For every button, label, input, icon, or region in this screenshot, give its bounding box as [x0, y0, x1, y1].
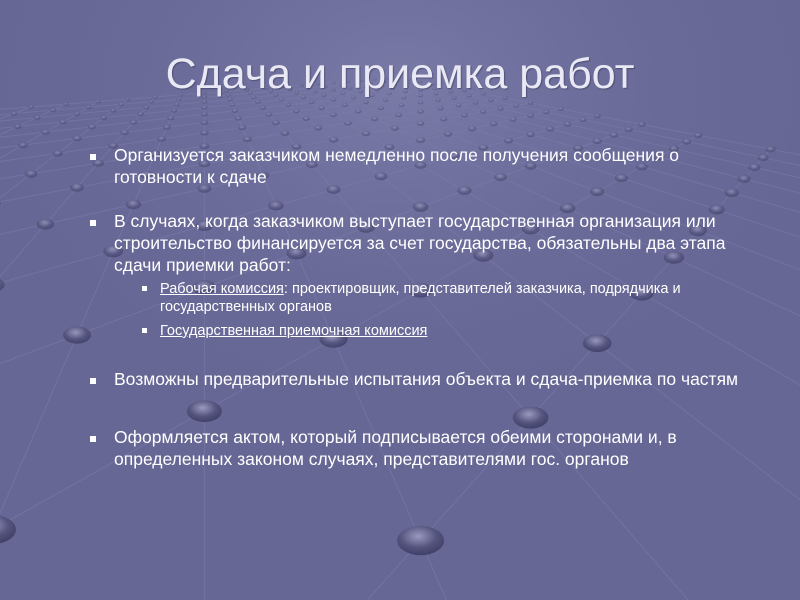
- grid-stud: [564, 122, 572, 127]
- grid-stud: [527, 113, 534, 117]
- grid-stud: [260, 106, 266, 110]
- grid-stud: [167, 116, 174, 121]
- bullet-item: [88, 426, 768, 470]
- grid-stud: [391, 126, 399, 131]
- grid-stud: [330, 113, 337, 117]
- grid-stud: [243, 136, 252, 142]
- grid-stud: [504, 138, 513, 144]
- grid-stud: [50, 108, 57, 112]
- grid-stud: [59, 120, 67, 125]
- grid-stud: [473, 101, 479, 105]
- bullet-text: Оформляется актом, который подписывается обеими сторонами и, в определенных законом случаях, представителями гос. органов: [114, 427, 677, 469]
- grid-stud: [137, 112, 144, 116]
- sub-bullet-item: [140, 322, 768, 340]
- grid-stud: [594, 114, 601, 118]
- grid-stud: [319, 106, 325, 110]
- grid-stud: [143, 105, 149, 109]
- grid-stud: [395, 113, 402, 117]
- grid-stud: [362, 131, 371, 136]
- grid-stud: [37, 219, 54, 230]
- grid-stud: [510, 117, 517, 122]
- bullet-item: [88, 144, 768, 188]
- grid-stud: [95, 100, 101, 104]
- grid-stud: [638, 122, 646, 127]
- grid-stud: [171, 109, 178, 113]
- grid-stud: [579, 117, 586, 122]
- grid-stud: [444, 131, 453, 136]
- grid-stud: [543, 110, 550, 114]
- grid-stud: [344, 121, 352, 126]
- grid-stud: [497, 107, 503, 111]
- grid-stud: [329, 137, 338, 143]
- grid-stud: [265, 112, 272, 116]
- grid-stud: [34, 115, 41, 120]
- grid-stud: [201, 106, 207, 110]
- sub-bullet-text: : проектировщик, представителей заказчика, подрядчика и государственных органов: [160, 281, 681, 315]
- grid-stud: [285, 103, 291, 107]
- grid-stud: [293, 109, 300, 113]
- grid-stud: [88, 124, 96, 129]
- grid-stud: [110, 108, 117, 112]
- grid-stud: [440, 117, 447, 122]
- grid-stud: [202, 100, 208, 104]
- grid-stud: [418, 101, 424, 105]
- grid-stud: [694, 132, 703, 138]
- slide-title: Сдача и приемка работ: [165, 50, 635, 98]
- grid-stud: [74, 112, 81, 116]
- grid-stud: [63, 102, 69, 106]
- grid-stud: [355, 109, 362, 113]
- grid-stud: [417, 109, 424, 113]
- grid-stud: [70, 183, 84, 192]
- grid-stud: [201, 120, 209, 125]
- grid-stud: [314, 125, 322, 130]
- grid-stud: [272, 120, 280, 125]
- grid-stud: [480, 110, 487, 114]
- grid-stud: [72, 135, 81, 141]
- grid-stud: [490, 121, 498, 126]
- grid-stud: [201, 112, 208, 116]
- grid-stud: [255, 100, 261, 104]
- grid-stud: [558, 107, 564, 111]
- grid-stud: [118, 102, 124, 106]
- bullet-item: [88, 210, 768, 276]
- grid-stud: [399, 103, 405, 107]
- grid-stud: [609, 132, 618, 138]
- grid-stud: [235, 116, 242, 121]
- grid-stud: [41, 129, 50, 134]
- sub-bullet-item: [140, 280, 768, 316]
- grid-stud: [371, 117, 378, 122]
- grid-stud: [200, 130, 209, 135]
- grid-stud: [28, 105, 34, 109]
- bullet-text: В случаях, когда заказчиком выступает государственная организация или строительство финансируется за счет государства, обязательны два этапа сдачи приемки работ:: [114, 211, 726, 275]
- grid-stud: [303, 116, 310, 121]
- sub-bullet-label: Государственная приемочная комиссия: [160, 323, 428, 339]
- grid-stud: [100, 115, 107, 120]
- grid-stud: [437, 106, 443, 110]
- grid-stud: [417, 121, 425, 126]
- grid-stud: [468, 126, 476, 131]
- square-bullet-icon: [142, 286, 147, 291]
- grid-stud: [163, 125, 171, 130]
- grid-stud: [397, 526, 444, 555]
- grid-stud: [63, 326, 91, 343]
- grid-stud: [625, 127, 633, 132]
- bullet-list: [88, 144, 768, 470]
- grid-stud: [85, 105, 91, 109]
- grid-stud: [309, 100, 315, 104]
- square-bullet-icon: [90, 378, 96, 384]
- grid-stud: [14, 124, 22, 129]
- grid-stud: [526, 132, 535, 138]
- grid-stud: [416, 137, 425, 143]
- bullet-text: Организуется заказчиком немедленно после получения сообщения о готовности к сдаче: [114, 145, 680, 187]
- grid-stud: [238, 125, 246, 130]
- grid-stud: [229, 103, 235, 107]
- grid-stud: [513, 104, 519, 108]
- grid-stud: [174, 103, 180, 107]
- grid-stud: [157, 136, 166, 142]
- square-bullet-icon: [142, 328, 147, 333]
- grid-stud: [488, 99, 494, 103]
- grid-stud: [18, 142, 28, 148]
- grid-stud: [148, 100, 154, 104]
- grid-stud: [120, 130, 129, 135]
- grid-stud: [232, 109, 239, 113]
- grid-stud: [456, 104, 462, 108]
- square-bullet-icon: [90, 220, 96, 226]
- grid-stud: [10, 111, 17, 115]
- grid-stud: [52, 150, 63, 157]
- grid-stud: [281, 131, 290, 136]
- grid-stud: [546, 126, 554, 131]
- square-bullet-icon: [90, 436, 96, 442]
- grid-stud: [342, 103, 348, 107]
- grid-stud: [130, 120, 138, 125]
- grid-stud: [378, 106, 384, 110]
- grid-stud: [528, 101, 534, 105]
- grid-stud: [461, 113, 468, 117]
- bullet-item: [88, 368, 768, 390]
- bullet-text: Возможны предварительные испытания объекта и сдача-приемка по частям: [114, 369, 739, 389]
- square-bullet-icon: [90, 154, 96, 160]
- grid-stud: [25, 170, 38, 178]
- sub-bullet-list: [140, 280, 768, 340]
- sub-bullet-label: Рабочая комиссия: [160, 281, 284, 297]
- grid-stud: [363, 101, 369, 105]
